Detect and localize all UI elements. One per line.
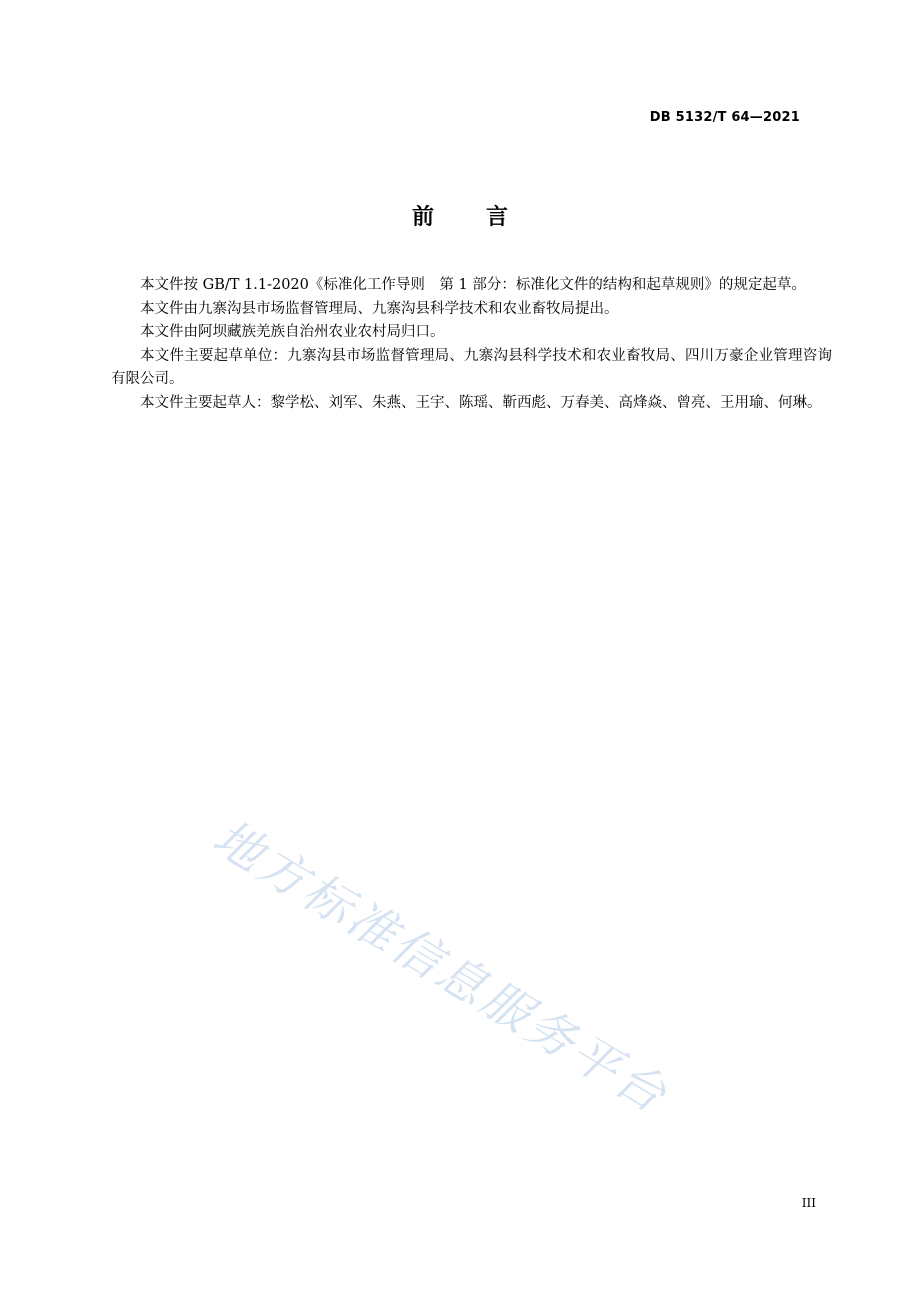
paragraph-drafting-rules: 本文件按 GB/T 1.1-2020《标准化工作导则 第 1 部分：标准化文件的结构和起草规则》的规定起草。 xyxy=(140,277,806,293)
paragraph-drafters: 本文件主要起草人：黎学松、刘军、朱燕、王宇、陈瑶、靳西彪、万春美、高烽焱、曾亮、王用瑜、何琳。 xyxy=(140,394,822,411)
page-number: III xyxy=(801,1196,816,1210)
paragraph-drafting-units: 本文件主要起草单位：九寨沟县市场监督管理局、九寨沟县科学技术和农业畜牧局、四川万豪企业管理咨询有限公司。 xyxy=(111,347,832,387)
page-title-char-1: 前 xyxy=(411,205,434,230)
watermark-text: 地方标准信息服务平台 xyxy=(203,809,679,1126)
page-title xyxy=(0,200,920,231)
page-title-char-2: 言 xyxy=(486,205,509,230)
paragraph-proposer: 本文件由九寨沟县市场监督管理局、九寨沟县科学技术和农业畜牧局提出。 xyxy=(140,300,619,317)
document-code: DB 5132/T 64—2021 xyxy=(649,110,800,125)
foreword-body xyxy=(111,274,832,415)
paragraph-centralized-unit: 本文件由阿坝藏族羌族自治州农业农村局归口。 xyxy=(140,324,445,340)
